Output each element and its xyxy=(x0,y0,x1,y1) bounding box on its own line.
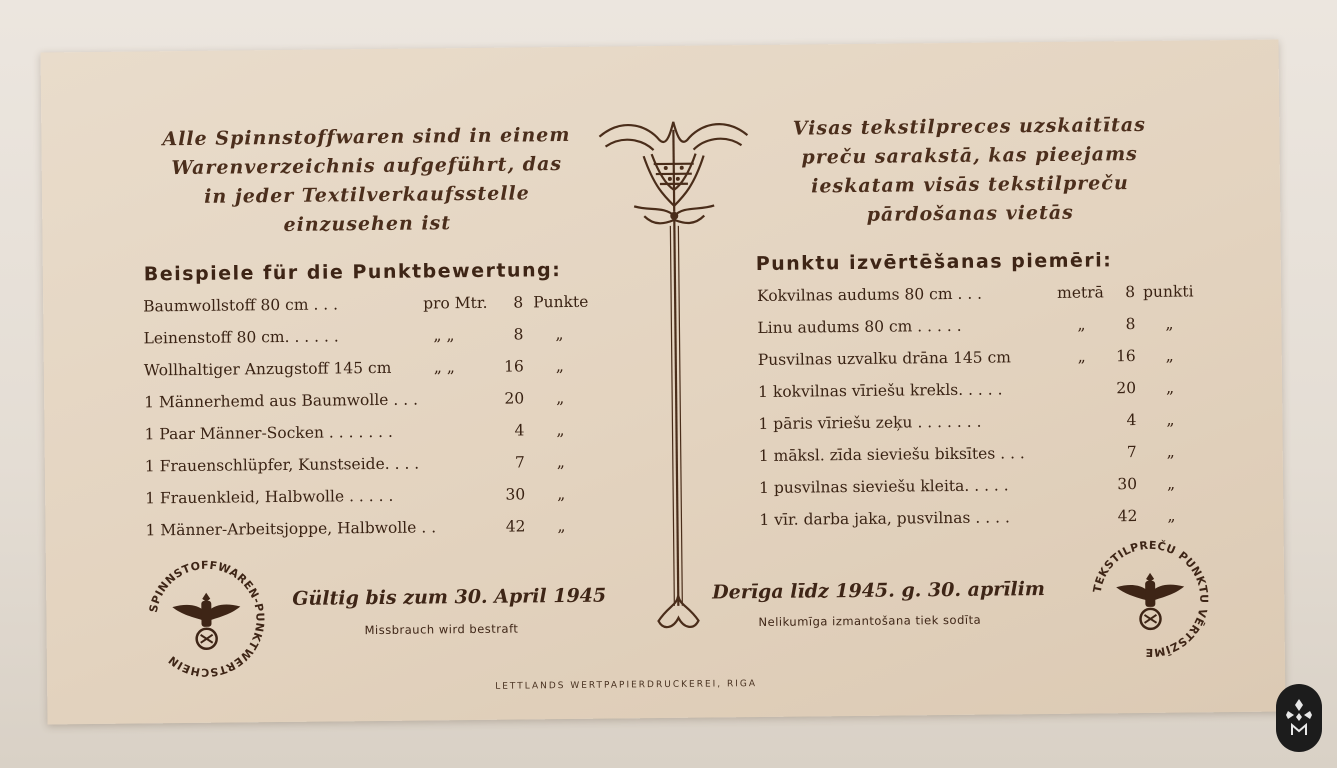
latvian-intro-text xyxy=(759,111,1180,231)
points-label: „ xyxy=(555,357,564,376)
latvian-heading: Punktu izvērtēšanas piemēri: xyxy=(755,249,1113,276)
points-label: „ xyxy=(1166,442,1175,461)
points-label: Punkte xyxy=(533,292,589,312)
item-points: 8 xyxy=(513,293,524,312)
table-row xyxy=(757,282,1207,309)
item-name: 1 Männer-Arbeitsjoppe, Halbwolle . . xyxy=(145,518,437,540)
german-heading: Beispiele für die Punktbewertung: xyxy=(143,259,562,286)
points-label: „ xyxy=(557,517,566,536)
item-name: 1 Frauenschlüpfer, Kunstseide. . . . xyxy=(144,454,420,476)
points-label: „ xyxy=(1166,410,1175,429)
decorative-divider-icon xyxy=(593,115,758,637)
german-seal-emblem-icon xyxy=(142,554,271,683)
item-name: 1 vīr. darba jaka, pusvilnas . . . . xyxy=(759,508,1010,529)
ration-coupon-card xyxy=(41,40,1286,725)
german-penalty-note: Missbrauch wird bestraft xyxy=(364,621,519,638)
item-name: Kokvilnas audums 80 cm . . . xyxy=(757,284,983,306)
item-points: 20 xyxy=(504,389,525,408)
german-intro-line: einzusehen ist xyxy=(283,212,452,236)
item-unit: „ „ xyxy=(433,326,455,345)
logo-glyph-icon xyxy=(1284,695,1314,741)
item-unit: pro Mtr. xyxy=(423,293,488,313)
table-row xyxy=(144,421,604,448)
latvian-intro-line: preču sarakstā, kas pieejams xyxy=(801,143,1138,169)
points-label: „ xyxy=(1165,314,1174,333)
latvian-intro-line: Visas tekstilpreces uzskaitītas xyxy=(792,113,1146,140)
item-unit: „ xyxy=(1077,347,1086,366)
table-row xyxy=(758,378,1208,405)
table-row xyxy=(144,389,604,416)
watermark-logo-icon xyxy=(1276,684,1322,752)
item-points: 8 xyxy=(1125,315,1136,334)
points-label: „ xyxy=(1165,378,1175,397)
item-unit: „ xyxy=(1077,315,1086,334)
points-label: „ xyxy=(555,325,564,344)
points-label: „ xyxy=(556,421,565,440)
table-row xyxy=(758,346,1208,373)
table-row xyxy=(143,293,603,320)
item-name: Pusvilnas uzvalku drāna 145 cm xyxy=(757,348,1012,370)
seal-text: SPINNSTOFFWAREN-PUNKTWERTSCHEIN xyxy=(146,558,267,679)
table-row xyxy=(758,410,1208,437)
points-label: „ xyxy=(1166,474,1176,493)
latvian-validity: Derīga līdz 1945. g. 30. aprīlim xyxy=(712,578,1046,604)
german-intro-line: Warenverzeichnis aufgeführt, das xyxy=(171,153,563,180)
item-points: 20 xyxy=(1116,379,1137,398)
item-name: 1 kokvilnas vīriešu krekls. . . . . xyxy=(758,380,1003,402)
table-row xyxy=(145,485,605,512)
points-label: „ xyxy=(1165,346,1174,365)
item-name: 1 Paar Männer-Socken . . . . . . . xyxy=(144,422,394,444)
item-unit: „ „ xyxy=(433,358,455,377)
item-points: 16 xyxy=(504,357,524,376)
table-row xyxy=(759,474,1209,501)
item-unit: metrā xyxy=(1056,283,1104,302)
item-points: 16 xyxy=(1115,347,1136,366)
item-name: Leinenstoff 80 cm. . . . . . xyxy=(143,327,339,348)
german-validity: Gültig bis zum 30. April 1945 xyxy=(292,584,607,610)
points-label: „ xyxy=(557,485,566,504)
table-row xyxy=(143,325,603,352)
german-intro-text xyxy=(131,121,602,242)
german-intro-line: in jeder Textilverkaufsstelle xyxy=(204,182,530,208)
latvian-intro-line: pārdošanas vietās xyxy=(866,201,1074,226)
points-label: „ xyxy=(1167,506,1176,525)
item-name: 1 pāris vīriešu zeķu . . . . . . . xyxy=(758,412,982,434)
points-label: punkti xyxy=(1142,282,1194,301)
points-label: „ xyxy=(556,389,565,408)
table-row xyxy=(145,517,605,544)
item-name: 1 māksl. zīda sieviešu biksītes . . . xyxy=(758,444,1025,466)
item-points: 7 xyxy=(1126,443,1137,462)
item-name: 1 Männerhemd aus Baumwolle . . . xyxy=(144,390,419,412)
table-row xyxy=(759,442,1209,469)
table-row xyxy=(144,357,604,384)
item-points: 7 xyxy=(514,453,525,472)
item-name: Wollhaltiger Anzugstoff 145 cm xyxy=(143,358,392,380)
printer-imprint: LETTLANDS WERTPAPIERDRUCKEREI, RIGA xyxy=(495,679,758,692)
item-points: 4 xyxy=(514,421,525,440)
points-label: „ xyxy=(556,453,565,472)
latvian-seal-emblem-icon xyxy=(1086,534,1215,663)
item-name: 1 pusvilnas sieviešu kleita. . . . . xyxy=(759,476,1009,497)
item-points: 8 xyxy=(1125,283,1136,302)
german-intro-line: Alle Spinnstoffwaren sind in einem xyxy=(162,123,571,151)
table-row xyxy=(757,314,1207,341)
item-points: 30 xyxy=(505,485,526,504)
item-points: 8 xyxy=(513,325,524,344)
latvian-penalty-note: Nelikumīga izmantošana tiek sodīta xyxy=(758,612,982,630)
table-row xyxy=(145,453,605,480)
item-name: 1 Frauenkleid, Halbwolle . . . . . xyxy=(145,486,394,508)
item-name: Linu audums 80 cm . . . . . xyxy=(757,316,962,338)
item-points: 30 xyxy=(1117,475,1138,494)
item-points: 42 xyxy=(505,517,526,536)
seal-text: TEKSTILPREČU PUNKTU VĒRTSZĪME xyxy=(1090,538,1211,660)
item-name: Baumwollstoff 80 cm . . . xyxy=(143,295,339,316)
table-row xyxy=(759,506,1209,533)
item-points: 42 xyxy=(1117,507,1138,526)
item-points: 4 xyxy=(1126,411,1137,430)
latvian-intro-line: ieskatam visās tekstilpreču xyxy=(811,172,1129,198)
